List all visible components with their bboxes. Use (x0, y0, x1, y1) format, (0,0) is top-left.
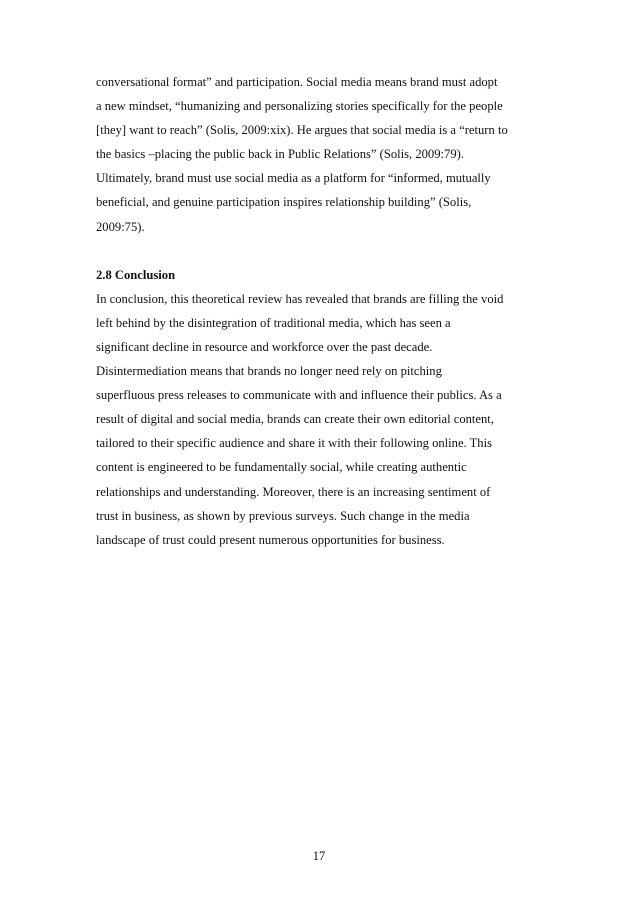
paragraph-line: the basics –placing the public back in Public Relations” (Solis, 2009:79). (96, 147, 464, 162)
paragraph-line: In conclusion, this theoretical review has revealed that brands are filling the void (96, 291, 504, 306)
conclusion-paragraph (96, 287, 544, 552)
intro-paragraph (96, 70, 544, 239)
paragraph-line: significant decline in resource and workforce over the past decade. (96, 339, 433, 354)
paragraph-line: trust in business, as shown by previous surveys. Such change in the media (96, 508, 470, 523)
paragraph-line: result of digital and social media, brands can create their own editorial content, (96, 412, 494, 427)
paragraph-line: content is engineered to be fundamentally social, while creating authentic (96, 460, 467, 475)
paragraph-line: beneficial, and genuine participation inspires relationship building” (Solis, (96, 195, 472, 210)
paragraph-line: [they] want to reach” (Solis, 2009:xix). He argues that social media is a “return to (96, 123, 508, 138)
paragraph-line: 2009:75). (96, 219, 145, 234)
paragraph-line: a new mindset, “humanizing and personalizing stories specifically for the people (96, 99, 503, 114)
section-heading: 2.8 Conclusion (96, 267, 176, 282)
paragraph-line: tailored to their specific audience and share it with their following online. This (96, 436, 493, 451)
page-number: 17 (312, 849, 326, 863)
paragraph-line: relationships and understanding. Moreover, there is an increasing sentiment of (96, 484, 491, 499)
paragraph-line: superfluous press releases to communicate with and influence their publics. As a (96, 388, 502, 403)
paragraph-line: conversational format” and participation. Social media means brand must adopt (96, 75, 498, 89)
paragraph-line: Disintermediation means that brands no longer need rely on pitching (96, 364, 442, 379)
page-content (96, 70, 544, 552)
paragraph-line: Ultimately, brand must use social media as a platform for “informed, mutually (96, 171, 491, 186)
paragraph-line: left behind by the disintegration of traditional media, which has seen a (96, 315, 451, 330)
paragraph-spacer (96, 239, 544, 263)
paragraph-line: landscape of trust could present numerous opportunities for business. (96, 532, 445, 547)
